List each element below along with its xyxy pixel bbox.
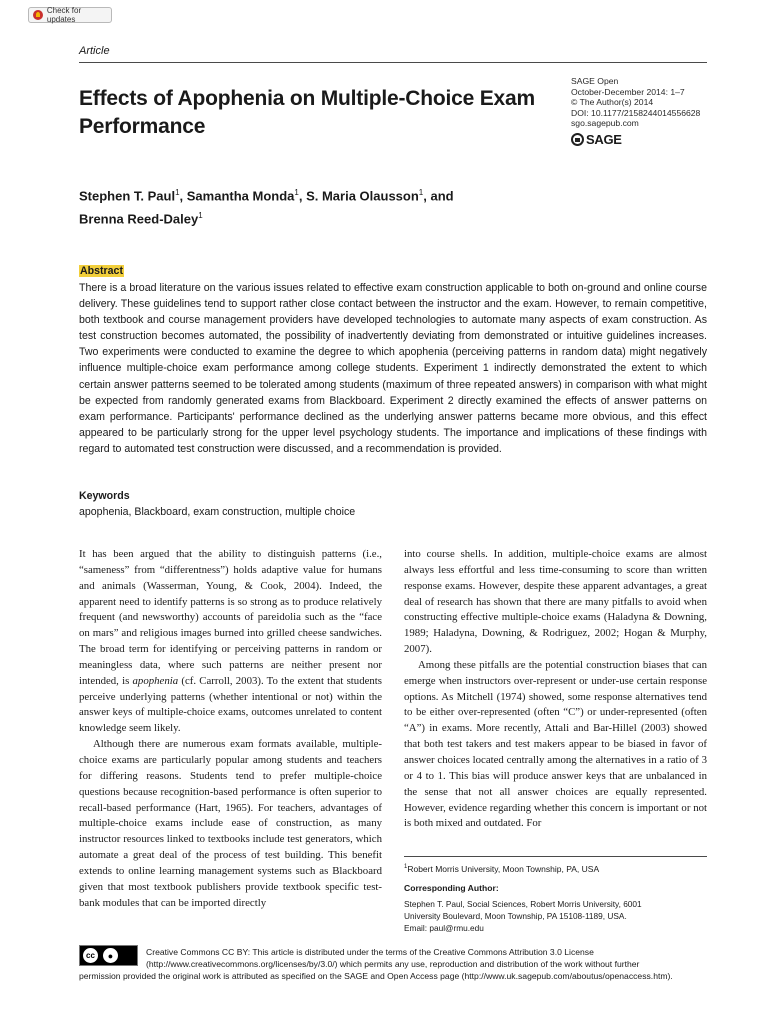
body-paragraph [79, 737, 382, 911]
author-affiliation-marker: 1 [198, 211, 203, 221]
check-for-updates-label: Check for updates [46, 6, 82, 24]
body-term: apophenia [132, 674, 179, 687]
journal-copyright: © The Author(s) 2014 [571, 97, 654, 107]
author-separator: , [298, 188, 307, 204]
author-name: Brenna Reed-Daley [79, 211, 199, 227]
affiliation-footnote [404, 862, 707, 875]
author-separator: , and [423, 188, 454, 204]
article-type-label: Article [79, 45, 110, 57]
check-for-updates-button[interactable] [28, 7, 112, 23]
body-paragraph [79, 547, 382, 737]
corresponding-author-heading: Corresponding Author: [404, 883, 499, 893]
journal-name: SAGE Open [571, 76, 619, 86]
author-name: Samantha Monda [186, 188, 295, 204]
affiliation-text: Robert Morris University, Moon Township, PA, USA [407, 863, 600, 874]
journal-issue: October-December 2014: 1–7 [571, 86, 685, 97]
author-line-1 [79, 183, 599, 206]
body-column-right [404, 547, 707, 843]
sage-logo [571, 132, 622, 147]
header-rule [79, 62, 707, 63]
license-notice [79, 946, 709, 982]
author-affiliation-marker: 1 [294, 188, 299, 197]
body-text: It has been argued that the ability to distinguish patterns (i.e., “sameness” from “differentness”) holds adaptive value for humans and animals (Wasserman, Young, & Cook, 2004). Indeed, the apparent need to identify patterns is so strong as to produce relatively frequent (and newsworthy) accounts of pareidolia such as the “face on mars” and religious images burned into grilled cheese sandwiches. The broad term for identifying or perceiving patterns in random or meaningless data, where such patterns are neither present nor intended, is [79, 548, 382, 687]
cc-icon: cc [83, 948, 98, 963]
corresponding-author-email[interactable]: Email: paul@rmu.edu [404, 923, 484, 934]
cc-by-icon: ● [103, 948, 118, 963]
body-text: (cf. Carroll, 2003). To the extent that students perceive underlying patterns (whether intentional or not) within the answer keys of multiple-choice exams, outcomes unrelated to content knowledge seem likely. [79, 674, 382, 735]
paper-title: Effects of Apophenia on Multiple-Choice Exam Performance [79, 87, 535, 138]
body-text: Although there are numerous exam formats available, multiple-choice exams are particularly popular among students and teachers for differing reasons. Students tend to prefer multiple-choice questions because recognition-based performance is often superior to recall-based performance (Hart, 1965). For teachers, advantages of multiple-choice exams include ease of construction, as many instructor resources linked to textbooks include test generators, which automate a great deal of the process of test building. This benefit extends to online learning management systems such as Blackboard given that most textbook publishers provide textbook specific test-bank modules that can be imported directly [79, 738, 382, 909]
author-list [79, 183, 599, 230]
license-line-3[interactable]: permission provided the original work is attributed as specified on the SAGE and Open Access page (http://www.uk.sagepub.com/aboutus/openaccess.htm). [79, 971, 673, 981]
journal-url[interactable]: sgo.sagepub.com [571, 118, 639, 128]
abstract-paragraph: There is a broad literature on the various issues related to effective exam construction applicable to both on-ground and online course delivery. These guidelines tend to support rather close contact between the instructor and the exam. However, to remain competitive, both textbook and course management providers have developed technologies to automate many aspects of exam construction. As test construction becomes automated, the possibility of inadvertently deviating from demonstrated or intuitive guidelines increases. Two experiments were conducted to examine the degree to which apophenia (perceiving patterns in random data) might negatively influence multiple-choice exam performance among college students. Experiment 1 indirectly demonstrated the extent to which certain answer patterns seemed to be tolerated among students (maximum of three repeated answers) in comparison with what might be expected from randomly generated exams from Blackboard. Experiment 2 directly examined the effects of answer patterns on exam performance. Participants' performance declined as the underlying answer patterns became more obvious, and this effect appeared to be particularly strong for the upper level psychology students. The importance and implications of these findings with regard to automated test construction were discussed, and a recommendation is provided. [79, 282, 707, 455]
corresponding-author-line: University Boulevard, Moon Township, PA 15108-1189, USA. [404, 911, 627, 922]
body-column-left [79, 547, 382, 911]
license-lead: Creative Commons CC BY: [146, 947, 251, 957]
footnote-rule [404, 856, 707, 857]
body-paragraph: Among these pitfalls are the potential construction biases that can emerge when instructors over-represent or under-use certain response options. As Mitchell (1974) showed, some response alternatives tend to be either over-represented (often “C”) or under-represented (often “A”) in exams. More recently, Attali and Bar-Hillel (2003) showed that both test takers and test makers appear to be biased in favor of answer choices located centrally among the alternatives in a ratio of 3 or 4 to 1. This bias will produce answer keys that are unbalanced in the sense that not all answer choices are equally represented. However, evidence regarding whether this concern is important or not is both mixed and outdated. For [404, 658, 707, 830]
corresponding-author-line: Stephen T. Paul, Social Sciences, Robert Morris University, 6001 [404, 899, 642, 909]
sage-logo-icon [571, 133, 584, 146]
author-name: S. Maria Olausson [306, 188, 419, 204]
journal-doi[interactable]: DOI: 10.1177/2158244014556628 [571, 107, 701, 118]
abstract-heading: Abstract [80, 265, 123, 277]
author-separator: , [179, 188, 187, 204]
body-paragraph: into course shells. In addition, multiple-choice exams are almost always less effortful and less time-consuming to score than written response exams. However, despite these apparent advantages, a great deal of research has shown that there are many pitfalls to avoid when constructing effective multiple-choice exams (Haladyna & Downing, 1989; Haladyna, Downing, & Rodriguez, 2002; Hogan & Murphy, 2007). [404, 548, 707, 656]
license-line-1: This article is distributed under the terms of the Creative Commons Attribution 3.0 License [250, 947, 594, 957]
author-affiliation-marker: 1 [175, 188, 180, 197]
license-line-2[interactable]: (http://www.creativecommons.org/licenses/by/3.0/) which permits any use, reproduction and distribution of the work without further [146, 959, 640, 969]
abstract-text [79, 280, 707, 457]
crossmark-icon [33, 10, 43, 20]
keywords-text: apophenia, Blackboard, exam construction, multiple choice [79, 506, 356, 518]
affiliation-marker: 1 [404, 864, 408, 870]
corresponding-author-details [404, 898, 707, 935]
author-line-2 [79, 206, 599, 229]
author-name: Stephen T. Paul [79, 188, 176, 204]
sage-logo-text: SAGE [586, 132, 622, 147]
journal-meta [571, 76, 700, 129]
author-affiliation-marker: 1 [418, 188, 424, 197]
keywords-heading: Keywords [79, 490, 130, 502]
